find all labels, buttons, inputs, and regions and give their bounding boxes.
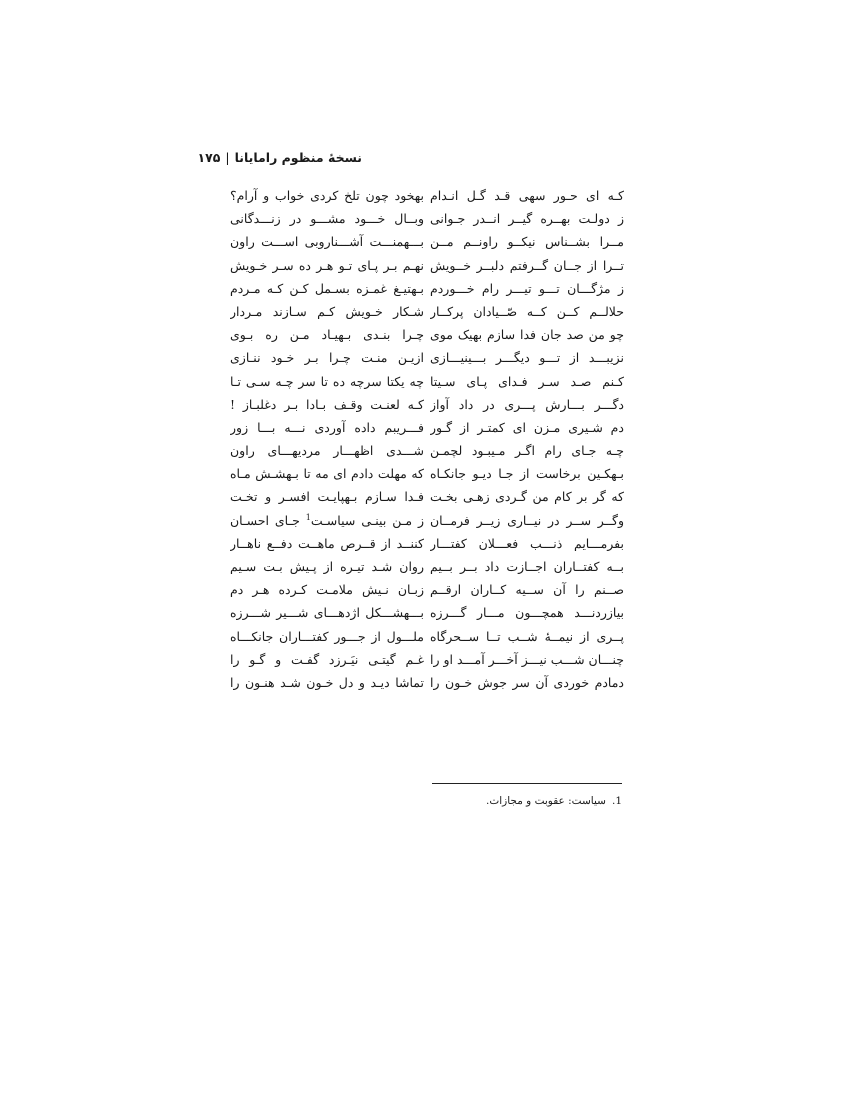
verse-line: دم شـیری مـزن ای کمتـر از گـور	[430, 419, 624, 435]
verse-segment: جـای احسـان	[230, 512, 300, 528]
verse-line: بهخود چون تلخ کردی خواب و آرام؟	[230, 188, 424, 203]
verse-line: دگـــر بـــارش پـــری در داد آواز	[430, 396, 624, 412]
verse-line: چنـــان شـــب نیـــز آخـــر آمـــد او را	[430, 651, 624, 667]
verse-line: شـــدی اظهـــار مردیهـــای راون	[230, 443, 424, 459]
footnote-text: سیاست: عقوبت و مجازات.	[486, 795, 606, 807]
verse-line: بـــهمنـــت آشـــناروبی اســـت راون	[230, 234, 424, 250]
verse-line: ز مژگـــان تـــو تیـــر رام خـــوردم	[430, 280, 624, 296]
verse-line: چه یکتا سرچه ده تا سر چـه سـی تـا	[230, 373, 424, 389]
verse-line-with-footnote	[230, 509, 424, 532]
verse-line: روان شـد تیـره از پـیش بـت سـیم	[230, 559, 424, 574]
running-head	[197, 150, 362, 170]
verse-line: که گر بر کام من گـردی زهـی بخـت	[430, 489, 624, 505]
verse-line: شـکار خـویش کـم سـازند مـردار	[230, 303, 424, 319]
verse-line: تماشا دیـد و دل خـون شـد هنـون را	[230, 674, 424, 690]
verse-line: وبــال خـــود مشـــو در زنـــدگانی	[230, 211, 424, 227]
verse-line: نزیبـــد از تـــو دیگـــر بـــینیـــازی	[430, 350, 624, 366]
verse-segment: ز مـن بینـی سیاسـت	[310, 512, 424, 528]
verse-line: کننــد از قــرص ماهــت دفــع ناهــار	[230, 535, 424, 551]
verse-line: کـه ای حـور سهی قـد گـل انـدام	[430, 188, 624, 203]
footnote-divider	[432, 783, 622, 784]
footnote-marker[interactable]: 1	[305, 512, 311, 522]
verse-line: زبـان نـیش ملامـت کـرده هـر دم	[230, 582, 424, 598]
verse-line: چو من صد جان فدا سازم بهیک موی	[430, 327, 624, 343]
verse-line: غـم گیتـی نیَـرزد گفـت و گـو را	[230, 651, 424, 667]
left-verse-column	[230, 184, 424, 694]
verse-line: ازیـن منـت چـرا بـر خـود ننـازی	[230, 350, 424, 366]
verse-line: که مهلت دادم ای مه تا بـهشـش مـاه	[230, 466, 424, 482]
book-title: نسخهٔ منظوم رامایانا	[234, 150, 362, 165]
verse-line: بـــهشـــکل اژدهـــای شـــیر شـــرزه	[230, 605, 424, 621]
verse-line: کـه لعنـت وقـف بـادا بـر دغلبـاز !	[230, 396, 424, 412]
verse-line: چـرا بنـدی بـهیـاد مـن ره بـوی	[230, 327, 424, 343]
verse-line: وگــر ســر در نیــاری زیــر فرمــان	[430, 512, 624, 528]
verse-line: چـه جـای رام اگـر مـیبـود لچمـن	[430, 443, 624, 459]
page-number: ۱۷۵	[197, 150, 221, 165]
verse-line: بـهکـین برخاست از جـا دیـو جانکـاه	[430, 466, 624, 482]
verse-line: بـهتیـغ غمـزه بسـمل کـن کـه مـردم	[230, 280, 424, 296]
verse-line: بفرمـــایم ذنـــب فعـــلان کفتـــار	[430, 535, 624, 551]
verse-line: کـنم صـد سـر فـدای پـای سـیتا	[430, 373, 624, 389]
verse-line: فـدا سـازم بـهپایـت افسـر و تخـت	[230, 489, 424, 505]
verse-line: حلالــم کــن کــه صّــیادان پرکــار	[430, 303, 624, 319]
right-verse-column	[430, 184, 624, 694]
verse-line: مــرا بشــناس نیکــو راونــم مــن	[430, 234, 624, 250]
verse-line: فـــریبم داده آوردی نـــه بـــا زور	[230, 419, 424, 435]
header-separator: |	[225, 150, 230, 165]
footnote	[432, 792, 622, 810]
verse-line: دمادم خوردی آن سر جوش خـون را	[430, 674, 624, 690]
verse-line: بــه کفتــاران اجــازت داد بــر بــیم	[430, 559, 624, 574]
verse-line: ز دولـت بهــره گیــر انــدر جـوانی	[430, 211, 624, 227]
verse-line: تــرا از جــان گــرفتم دلبــر خــویش	[430, 257, 624, 273]
verse-line: پــری از نیمــهٔ شــب تــا ســحرگاه	[430, 628, 624, 644]
verse-line: نهـم بـر پـای تـو هـر ده سـر خـویش	[230, 257, 424, 273]
verse-line: ملـــول از جـــور کفتـــاران جانکـــاه	[230, 628, 424, 644]
verse-line: صــنم را آن ســیه کــاران ارقــم	[430, 582, 624, 598]
verse-line: بیازردنـــد همچـــون مـــار گـــرزه	[430, 605, 624, 621]
footnote-number: 1.	[611, 795, 622, 807]
